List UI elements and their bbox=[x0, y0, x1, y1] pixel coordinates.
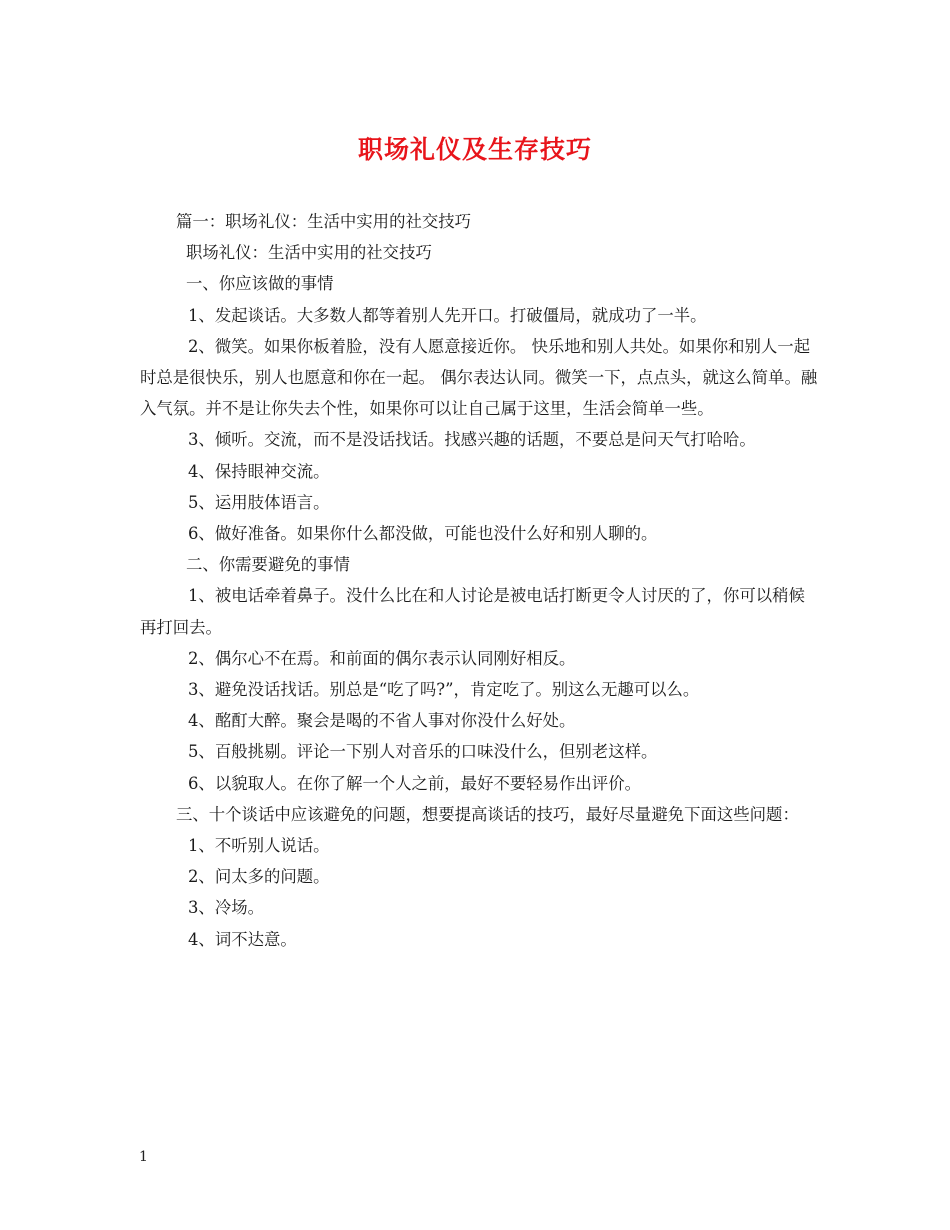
paragraph-item: 4、保持眼神交流。 bbox=[188, 461, 330, 481]
paragraph-item: 2、问太多的问题。 bbox=[188, 867, 330, 887]
paragraph-heading-avoid: 二、你需要避免的事情 bbox=[186, 555, 350, 575]
paragraph-item: 2、微笑。如果你板着脸，没有人愿意接近你。 快乐地和别人共处。如果你和别人一起时总是很快乐，别人也愿意和你在一起。 偶尔表达认同。微笑一下，点点头，就这么简单。融入气氛。并不是让你失去个性，如果你可以让自己属于这里，生活会简单一些。 bbox=[140, 336, 818, 419]
paragraph-item: 1、发起谈话。大多数人都等着别人先开口。打破僵局，就成功了一半。 bbox=[188, 305, 707, 325]
paragraph-item: 3、避免没话找话。别总是“吃了吗?”，肯定吃了。别这么无趣可以么。 bbox=[188, 680, 700, 700]
paragraph-section-heading: 篇一：职场礼仪：生活中实用的社交技巧 bbox=[176, 212, 472, 231]
paragraph-item: 6、做好准备。如果你什么都没做，可能也没什么好和别人聊的。 bbox=[188, 524, 658, 544]
paragraph-item: 3、倾听。交流，而不是没话找话。找感兴趣的话题，不要总是问天气打哈哈。 bbox=[188, 430, 756, 450]
paragraph-item: 4、酩酊大醉。聚会是喝的不省人事对你没什么好处。 bbox=[188, 711, 576, 731]
paragraph-item: 4、词不达意。 bbox=[188, 929, 297, 949]
paragraph-item: 2、偶尔心不在焉。和前面的偶尔表示认同刚好相反。 bbox=[188, 648, 576, 668]
paragraph-item: 1、不听别人说话。 bbox=[188, 836, 330, 856]
paragraph-item: 1、被电话牵着鼻子。没什么比在和人讨论是被电话打断更令人讨厌的了，你可以稍候再打回去。 bbox=[140, 586, 805, 637]
page-number: 1 bbox=[139, 1149, 148, 1165]
paragraph-item: 5、百般挑剔。评论一下别人对音乐的口味没什么，但别老这样。 bbox=[188, 742, 658, 762]
paragraph-heading-questions: 三、十个谈话中应该避免的问题，想要提高谈话的技巧，最好尽量避免下面这些问题： bbox=[176, 804, 799, 824]
paragraph-heading-do: 一、你应该做的事情 bbox=[186, 274, 334, 294]
paragraph-item: 6、以貌取人。在你了解一个人之前，最好不要轻易作出评价。 bbox=[188, 773, 641, 793]
document-title: 职场礼仪及生存技巧 bbox=[357, 135, 592, 164]
document-body bbox=[140, 206, 820, 955]
paragraph-item: 3、冷场。 bbox=[188, 898, 264, 918]
paragraph-item: 5、运用肢体语言。 bbox=[188, 492, 330, 512]
paragraph-subtitle: 职场礼仪：生活中实用的社交技巧 bbox=[186, 243, 432, 263]
